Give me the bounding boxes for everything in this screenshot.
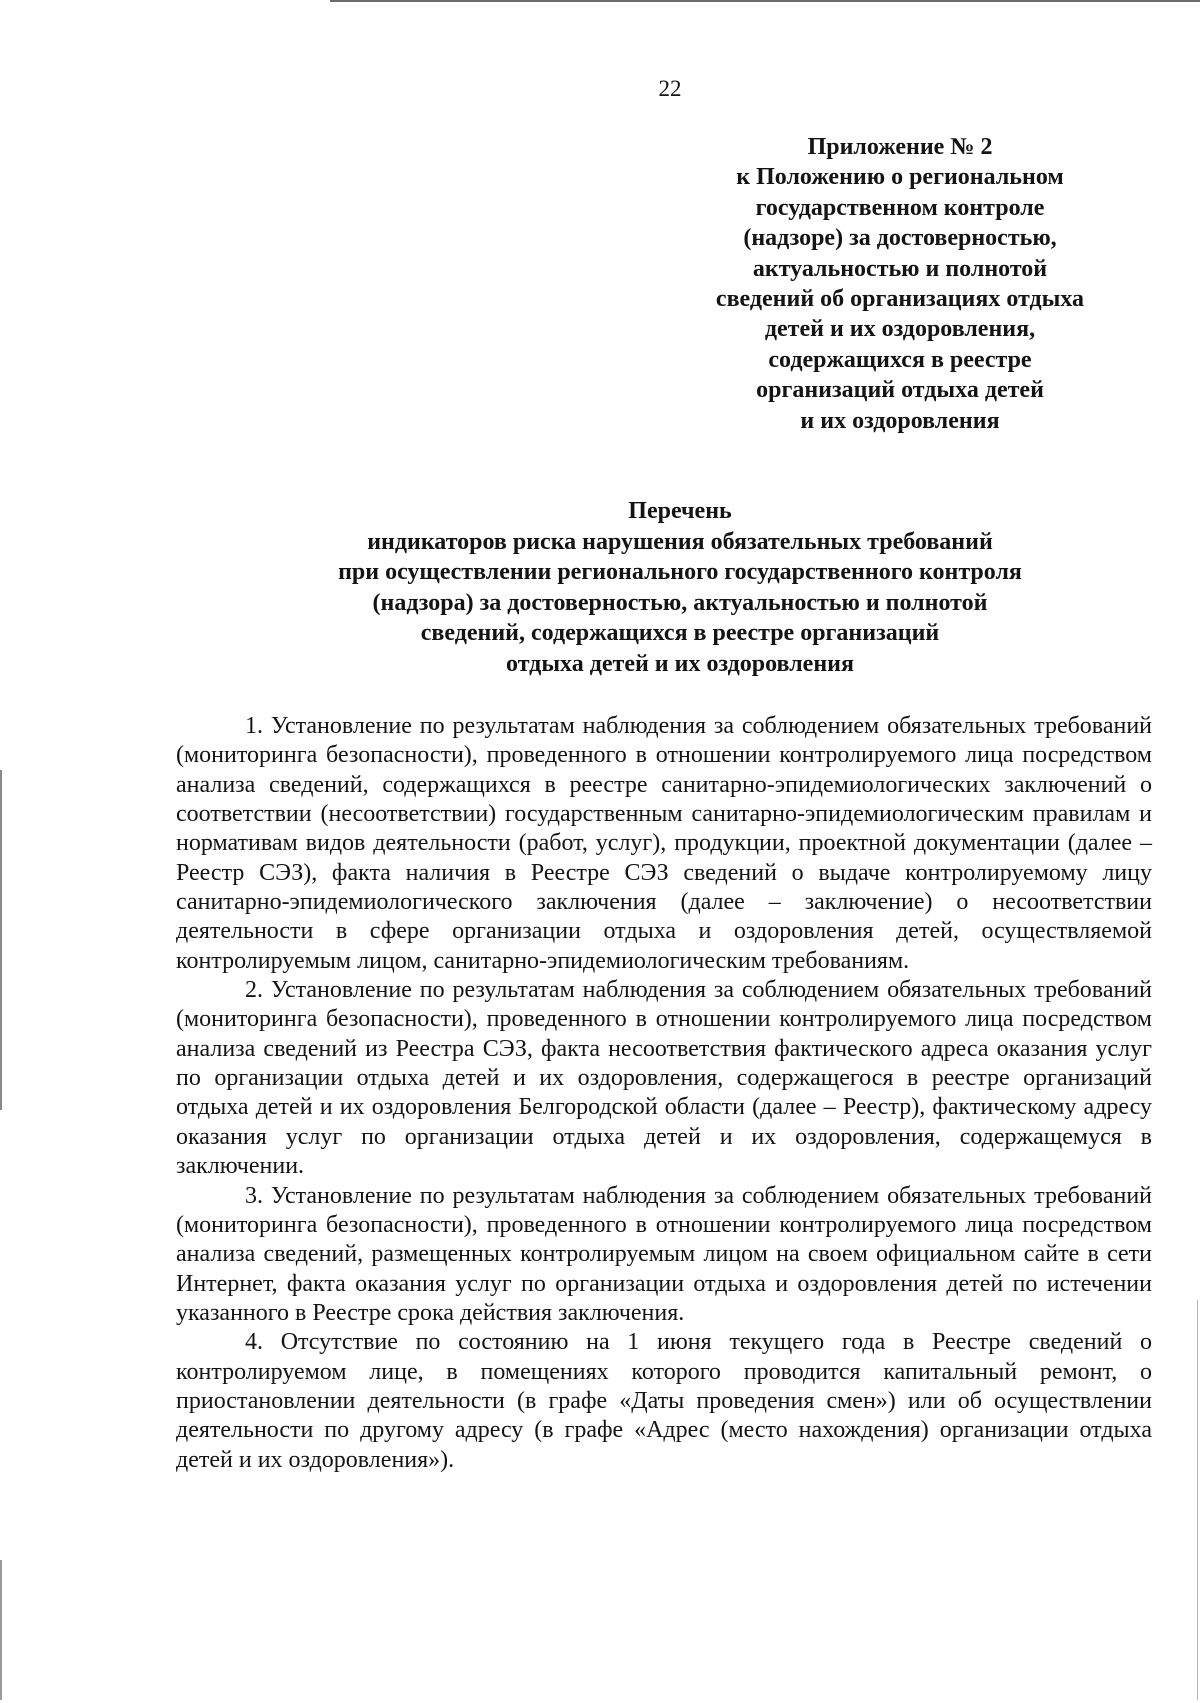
- appendix-line: государственном контроле: [755, 194, 1045, 221]
- appendix-line: и их оздоровления: [800, 407, 1000, 434]
- appendix-header: [690, 132, 1110, 436]
- appendix-line: содержащихся в реестре: [768, 346, 1032, 373]
- body-text: [176, 712, 1152, 1475]
- appendix-line: (надзоре) за достоверностью,: [743, 225, 1057, 252]
- appendix-line: Приложение № 2: [807, 134, 993, 160]
- page-number: 22: [658, 76, 682, 101]
- title-line: отдыха детей и их оздоровления: [506, 650, 854, 677]
- title-line: индикаторов риска нарушения обязательных требований: [367, 528, 993, 555]
- appendix-line: актуальностью и полнотой: [752, 255, 1048, 282]
- list-item-1: 1. Установление по результатам наблюдения за соблюдением обязательных требований (мониторинга безопасности), проведенного в отношении контролируемого лица посредством анализа сведений, содержащихся в реестре санитарно-эпидемиологических заключений о соответствии (несоответствии) государственным санитарно-эпидемиологическим правилам и нормативам видов деятельности (работ, услуг), продукции, проектной документации (далее – Реестр СЭЗ), факта наличия в Реестре СЭЗ сведений о выдаче контролируемому лицу санитарно-эпидемиологического заключения (далее – заключение) о несоответствии деятельности в сфере организации отдыха и оздоровления детей, осуществляемой контролируемым лицом, санитарно-эпидемиологическим требованиям.: [176, 713, 1152, 974]
- scan-edge-left: [0, 770, 2, 1110]
- title-line: Перечень: [628, 498, 732, 524]
- title-line: (надзора) за достоверностью, актуальностью и полнотой: [372, 589, 988, 616]
- scan-edge-left-lower: [0, 1560, 2, 1700]
- appendix-line: к Положению о региональном: [736, 164, 1064, 191]
- title-line: сведений, содержащихся в реестре организаций: [420, 620, 940, 646]
- scan-edge-top: [330, 0, 1200, 2]
- document-title: [240, 496, 1120, 679]
- list-item-3: 3. Установление по результатам наблюдения за соблюдением обязательных требований (мониторинга безопасности), проведенного в отношении контролируемого лица посредством анализа сведений, размещенных контролируемым лицом на своем официальном сайте в сети Интернет, факта оказания услуг по организации отдыха и оздоровления детей по истечении указанного в Реестре срока действия заключения.: [176, 1182, 1152, 1326]
- list-item-2: 2. Установление по результатам наблюдения за соблюдением обязательных требований (мониторинга безопасности), проведенного в отношении контролируемого лица посредством анализа сведений из Реестра СЭЗ, факта несоответствия фактического адреса оказания услуг по организации отдыха детей и их оздоровления, содержащегося в реестре организаций отдыха детей и их оздоровления Белгородской области (далее – Реестр), фактическому адресу оказания услуг по организации отдыха детей и их оздоровления, содержащемуся в заключении.: [176, 977, 1152, 1180]
- scan-edge-right: [1197, 1300, 1198, 1700]
- appendix-line: организаций отдыха детей: [756, 377, 1044, 404]
- appendix-line: сведений об организациях отдыха: [715, 286, 1085, 313]
- title-line: при осуществлении регионального государственного контроля: [338, 559, 1022, 585]
- appendix-line: детей и их оздоровления,: [764, 316, 1036, 343]
- list-item-4: 4. Отсутствие по состоянию на 1 июня текущего года в Реестре сведений о контролируемом лице, в помещениях которого проводится капитальный ремонт, о приостановлении деятельности (в графе «Даты проведения смен») или об осуществлении деятельности по другому адресу (в графе «Адрес (место нахождения) организации отдыха детей и их оздоровления»).: [176, 1329, 1152, 1473]
